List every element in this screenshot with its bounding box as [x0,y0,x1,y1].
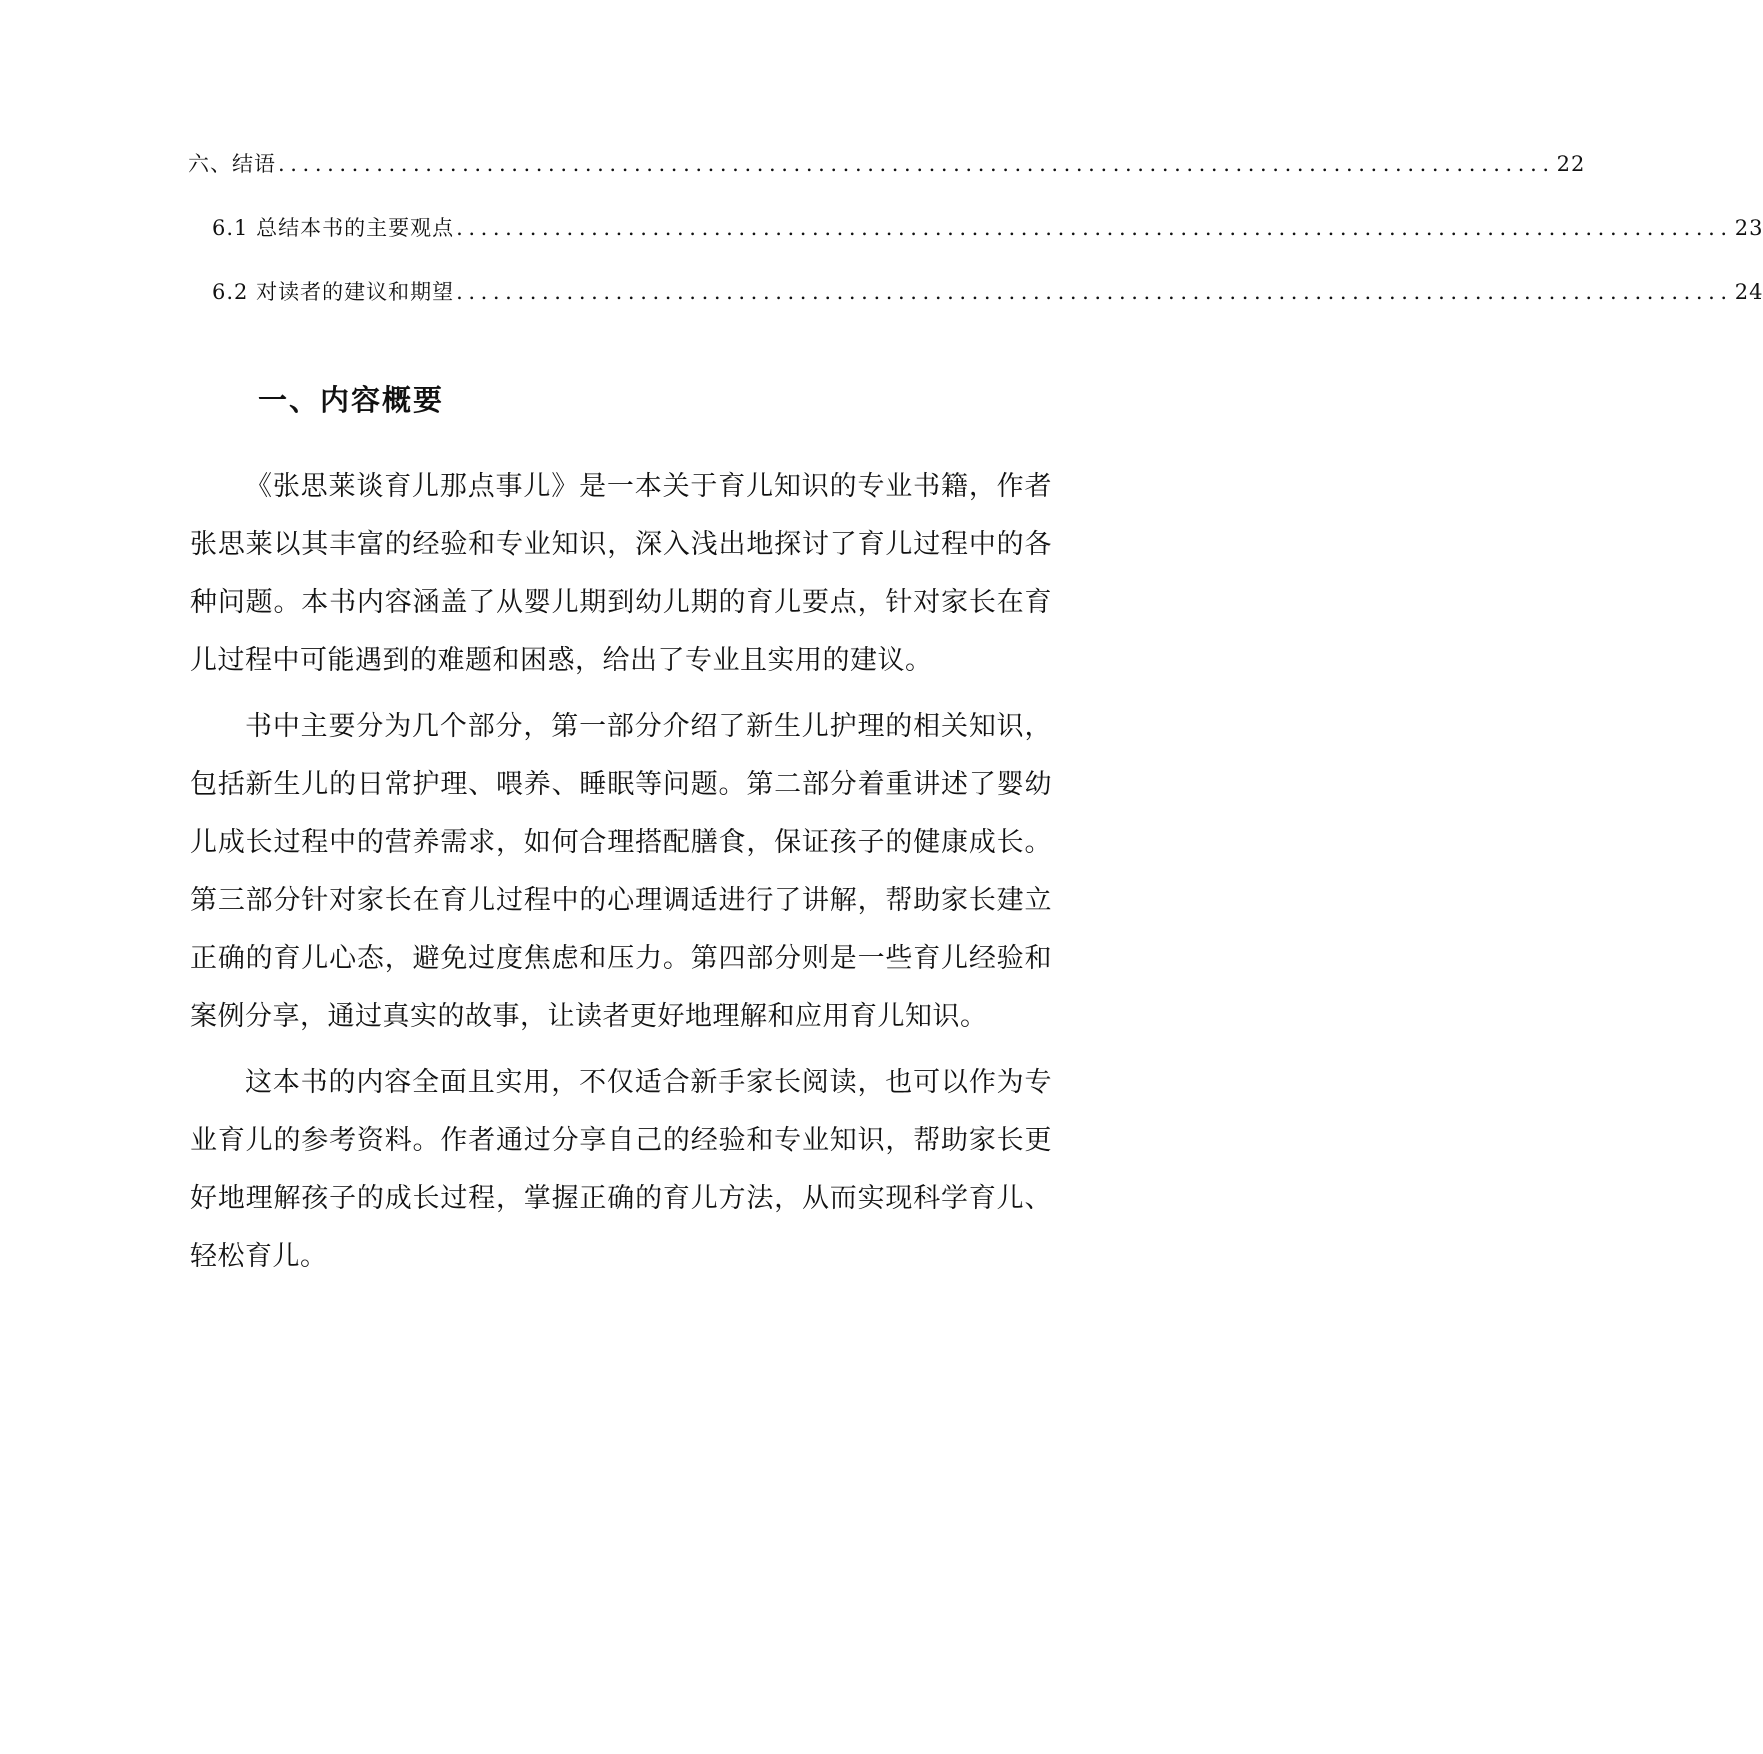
toc-entry-label: 6.1 总结本书的主要观点 [212,216,455,240]
toc-page-number: 23 [1734,216,1763,240]
toc-entry[interactable] [188,148,1586,212]
toc-entry-label: 6.2 对读者的建议和期望 [212,280,455,304]
body-paragraph: 书中主要分为几个部分，第一部分介绍了新生儿护理的相关知识，包括新生儿的日常护理、喂养、睡眠等问题。第二部分着重讲述了婴幼儿成长过程中的营养需求，如何合理搭配膳食，保证孩子的健康成长。第三部分针对家长在育儿过程中的心理调适进行了讲解，帮助家长建立正确的育儿心态，避免过度焦虑和压力。第四部分则是一些育儿经验和案例分享，通过真实的故事，让读者更好地理解和应用育儿知识。 [190,711,1052,1032]
toc-leader-dots: ........................................................................................................ [456,216,1733,240]
toc-page-number: 24 [1734,280,1763,304]
toc-page-number: 22 [1556,152,1586,176]
section-heading: 一、内容概要 [258,383,445,417]
table-of-contents [188,148,1763,340]
toc-leader-dots: ........................................................................................................ [278,152,1555,176]
body-paragraph: 《张思莱谈育儿那点事儿》是一本关于育儿知识的专业书籍，作者张思莱以其丰富的经验和专业知识，深入浅出地探讨了育儿过程中的各种问题。本书内容涵盖了从婴儿期到幼儿期的育儿要点，针对家长在育儿过程中可能遇到的难题和困惑，给出了专业且实用的建议。 [190,471,1052,676]
toc-entry[interactable] [188,276,1763,340]
toc-leader-dots: ........................................................................................................ [456,280,1733,304]
body-paragraph: 这本书的内容全面且实用，不仅适合新手家长阅读，也可以作为专业育儿的参考资料。作者通过分享自己的经验和专业知识，帮助家长更好地理解孩子的成长过程，掌握正确的育儿方法，从而实现科学育儿、轻松育儿。 [190,1067,1052,1272]
toc-entry[interactable] [188,212,1763,276]
toc-entry-label: 六、结语 [188,152,276,176]
section-body [190,458,1052,1286]
